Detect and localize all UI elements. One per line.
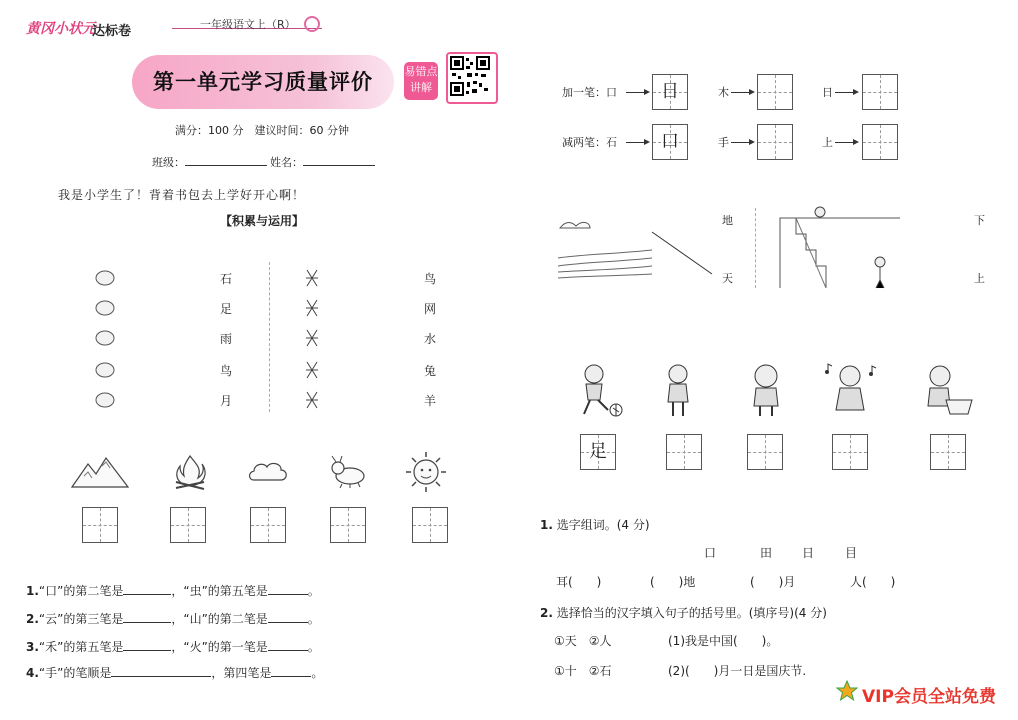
question-number: 2. bbox=[26, 612, 39, 626]
stroke-add-label: 加一笔：口 bbox=[562, 86, 617, 99]
answer-blank[interactable] bbox=[123, 594, 171, 595]
arrow-icon bbox=[835, 142, 857, 143]
fill-blank[interactable]: ( )地 bbox=[650, 575, 696, 589]
arrow-icon bbox=[731, 92, 753, 93]
question-row bbox=[26, 638, 320, 655]
answer-char: 日 bbox=[661, 81, 679, 102]
kid-kicking-ball-picture bbox=[570, 362, 626, 420]
qr-label: 易错点讲解 bbox=[404, 62, 438, 100]
question-number: 1. bbox=[26, 584, 39, 598]
brand-logo: 黄冈小状元 bbox=[26, 21, 96, 37]
match-line bbox=[650, 228, 716, 278]
question-end: 。 bbox=[307, 640, 320, 654]
option-char: 田 bbox=[760, 546, 773, 560]
question-end: 。 bbox=[307, 612, 320, 626]
choice-sentence[interactable]: (2)( )月一日是国庆节. bbox=[668, 664, 807, 678]
answer-box[interactable] bbox=[747, 434, 783, 470]
kid-standing-picture bbox=[658, 362, 698, 420]
score-time: 满分：100 分 建议时间：60 分钟 bbox=[175, 124, 349, 137]
answer-box[interactable] bbox=[666, 434, 702, 470]
answer-box[interactable] bbox=[82, 507, 118, 543]
answer-box-filled[interactable] bbox=[580, 434, 616, 470]
option-char: 目 bbox=[845, 546, 858, 560]
answer-blank[interactable] bbox=[271, 676, 311, 677]
answer-box[interactable] bbox=[250, 507, 286, 543]
rock-icon[interactable] bbox=[94, 360, 116, 384]
answer-box[interactable] bbox=[412, 507, 448, 543]
choice-options: ①天 ②人 bbox=[554, 634, 612, 648]
course-label: 一年级语文上（R） bbox=[200, 18, 296, 31]
match-char[interactable]: 石 bbox=[220, 272, 233, 286]
option-char: 日 bbox=[802, 546, 815, 560]
question-row bbox=[26, 664, 323, 681]
answer-box[interactable] bbox=[930, 434, 966, 470]
bird-icon[interactable] bbox=[94, 298, 116, 322]
answer-box-filled[interactable] bbox=[652, 124, 688, 160]
page-title: 第一单元学习质量评价 bbox=[153, 70, 373, 94]
arrow-icon bbox=[731, 142, 753, 143]
match-char[interactable]: 羊 bbox=[424, 394, 437, 408]
cloud-icon bbox=[246, 458, 290, 486]
answer-box[interactable] bbox=[170, 507, 206, 543]
match-char[interactable]: 鸟 bbox=[220, 364, 233, 378]
insect-icon bbox=[326, 454, 370, 490]
question-number: 3. bbox=[26, 640, 39, 654]
option-char: 口 bbox=[704, 546, 717, 560]
intro-text: 我是小学生了！背着书包去上学好开心啊！ bbox=[58, 188, 306, 202]
stroke-add-item: 木 bbox=[718, 86, 729, 99]
section-title: 【积累与运用】 bbox=[220, 214, 305, 228]
stroke-remove-item: 手 bbox=[718, 136, 729, 149]
scene-word[interactable]: 上 bbox=[974, 272, 985, 285]
choice-sentence[interactable]: (1)我是中国( )。 bbox=[668, 634, 779, 648]
question-text: ，“虫”的第五笔是 bbox=[171, 584, 268, 598]
question-end: 。 bbox=[311, 666, 324, 680]
scene-word[interactable]: 下 bbox=[974, 214, 985, 227]
answer-blank[interactable] bbox=[123, 650, 171, 651]
question-row bbox=[26, 582, 320, 599]
series-name: 达标卷 bbox=[92, 24, 132, 39]
mountain-icon bbox=[70, 452, 130, 492]
arrow-icon bbox=[835, 92, 857, 93]
scene-word[interactable]: 地 bbox=[722, 214, 733, 227]
bird-ancient-icon[interactable] bbox=[304, 298, 320, 322]
answer-box[interactable] bbox=[862, 124, 898, 160]
fill-blank[interactable]: 人( ) bbox=[850, 575, 896, 589]
answer-blank[interactable] bbox=[111, 676, 211, 677]
question-row bbox=[26, 610, 320, 627]
question-2-title: 2. 选择恰当的汉字填入句子的括号里。(填序号)(4 分) bbox=[540, 606, 827, 620]
question-1-title: 1. 选字组词。(4 分) bbox=[540, 518, 650, 532]
kid-singing-picture bbox=[824, 362, 880, 420]
kid-thinking-picture bbox=[744, 362, 788, 420]
answer-box[interactable] bbox=[757, 124, 793, 160]
question-end: 。 bbox=[307, 584, 320, 598]
scene-word[interactable]: 天 bbox=[722, 272, 733, 285]
question-number: 4. bbox=[26, 666, 39, 680]
qr-code-icon[interactable] bbox=[446, 52, 498, 104]
name-label: 姓名： bbox=[270, 156, 303, 169]
answer-blank[interactable] bbox=[268, 594, 308, 595]
question-text: ，“火”的第一笔是 bbox=[171, 640, 268, 654]
match-char[interactable]: 足 bbox=[220, 302, 233, 316]
star-icon bbox=[836, 680, 858, 702]
question-text: “手”的笔顺是 bbox=[38, 666, 112, 680]
arrow-icon bbox=[626, 142, 648, 143]
arrow-icon bbox=[626, 92, 648, 93]
water-ancient-icon[interactable] bbox=[304, 328, 320, 352]
sky-ground-picture bbox=[556, 214, 656, 284]
match-char[interactable]: 雨 bbox=[220, 332, 233, 346]
net-ancient-icon[interactable] bbox=[304, 268, 320, 292]
spiral-icon bbox=[304, 16, 320, 32]
question-text: “口”的第二笔是 bbox=[38, 584, 124, 598]
rabbit-ancient-icon[interactable] bbox=[304, 360, 320, 384]
foot-icon[interactable] bbox=[94, 390, 116, 414]
divider bbox=[755, 208, 756, 288]
answer-char: 口 bbox=[661, 131, 679, 152]
class-field[interactable] bbox=[152, 154, 267, 170]
class-label: 班级： bbox=[152, 156, 185, 169]
fill-blank[interactable]: ( )月 bbox=[750, 575, 796, 589]
kid-washing-picture bbox=[916, 362, 974, 420]
name-field[interactable] bbox=[270, 154, 375, 170]
match-char[interactable]: 鸟 bbox=[424, 272, 437, 286]
answer-char: 足 bbox=[589, 441, 607, 462]
answer-box[interactable] bbox=[862, 74, 898, 110]
match-char[interactable]: 水 bbox=[424, 332, 437, 346]
answer-box-filled[interactable] bbox=[652, 74, 688, 110]
question-text: “云”的第三笔是 bbox=[38, 612, 124, 626]
match-char[interactable]: 兔 bbox=[424, 364, 437, 378]
stroke-remove-label: 减两笔：石 bbox=[562, 136, 617, 149]
question-text: ，“山”的第二笔是 bbox=[171, 612, 268, 626]
rain-cloud-icon[interactable] bbox=[94, 268, 116, 292]
answer-blank[interactable] bbox=[123, 622, 171, 623]
answer-box[interactable] bbox=[832, 434, 868, 470]
class-blank[interactable] bbox=[185, 165, 267, 166]
stroke-add-item: 日 bbox=[822, 86, 833, 99]
question-text: “禾”的第五笔是 bbox=[38, 640, 124, 654]
answer-blank[interactable] bbox=[268, 650, 308, 651]
moon-icon[interactable] bbox=[94, 328, 116, 352]
answer-box[interactable] bbox=[757, 74, 793, 110]
fill-blank[interactable]: 耳( ) bbox=[556, 575, 602, 589]
watermark-text: VIP会员全站免费 bbox=[862, 687, 996, 707]
match-char[interactable]: 月 bbox=[220, 394, 233, 408]
stairs-picture bbox=[776, 204, 902, 290]
name-blank[interactable] bbox=[303, 165, 375, 166]
sun-icon bbox=[404, 450, 448, 494]
answer-blank[interactable] bbox=[268, 622, 308, 623]
sheep-ancient-icon[interactable] bbox=[304, 390, 320, 414]
fire-icon bbox=[170, 452, 210, 492]
answer-box[interactable] bbox=[330, 507, 366, 543]
choice-options: ①十 ②石 bbox=[554, 664, 612, 678]
divider bbox=[269, 262, 270, 412]
question-text: ，第四笔是 bbox=[211, 666, 272, 680]
stroke-remove-item: 上 bbox=[822, 136, 833, 149]
match-char[interactable]: 网 bbox=[424, 302, 437, 316]
